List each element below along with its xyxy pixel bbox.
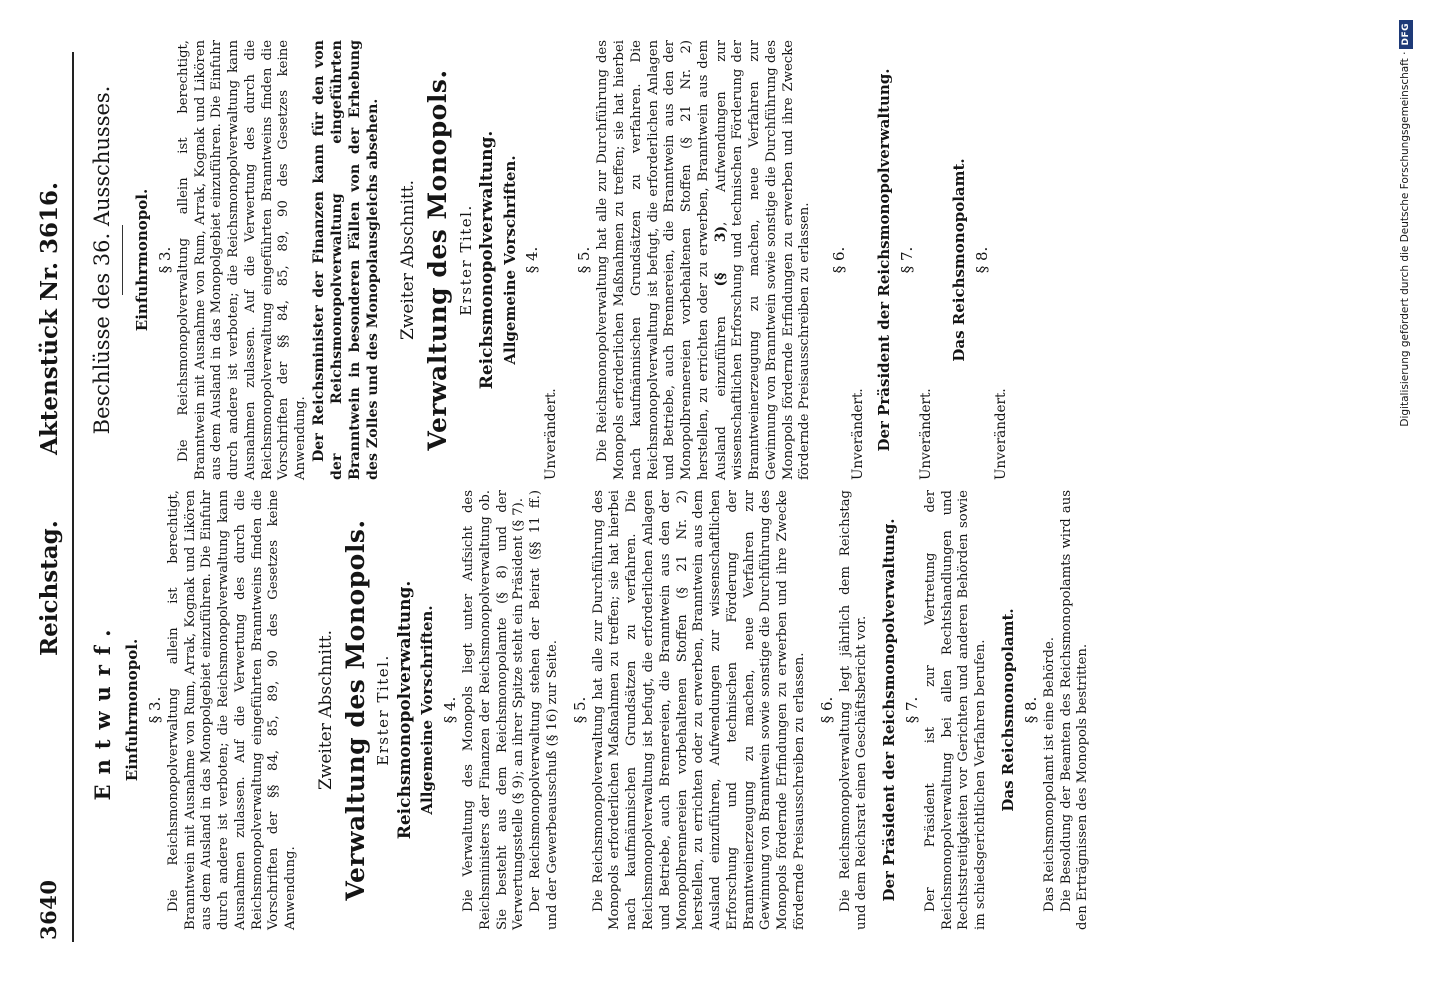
president-heading: Der Präsident der Reichsmonopolverwaltung. (880, 518, 899, 902)
paragraph-6-text: Die Reichsmonopolverwaltung legt jährlich dem Reichstag und dem Reichsrat einen Geschäftsbericht vor. (837, 490, 870, 930)
paragraph-sign-8: § 8. (972, 246, 991, 274)
paragraph-sign-3: § 3. (155, 246, 174, 274)
page-header (28, 0, 68, 1000)
document-number: Aktenstück Nr. 3616. (36, 181, 63, 455)
section-heading: Zweiter Abschnitt. (315, 629, 336, 791)
paragraph-8-text: Das Reichsmonopolamt ist eine Behörde. (1041, 637, 1057, 912)
paragraph-3-amendment: Der Reichsminister der Finanzen kann für den von der Reichsmonopolverwaltung eingeführten Branntwein in besonderen Fällen von der Erhebung des Zolles und des Monopolausgleichs absehen. (310, 40, 381, 480)
paragraph-sign-4: § 4. (441, 696, 460, 724)
paragraph-sign-4: § 4. (523, 246, 542, 274)
paragraph-4-text: Die Verwaltung des Monopols liegt unter Aufsicht des Reichsministers der Finanzen der Reichsmonopolverwaltung ob. Sie besteht aus dem Reichsmonopolamte (§ 8) und der Verwertungsstelle (§ 9); an ihrer Spitze steht ein Präsident (§ 7). (461, 490, 527, 930)
parliament-name: Reichstag. (36, 520, 63, 656)
column-title-draft: Entwurf. (90, 619, 115, 801)
heading-import-monopoly: Einfuhrmonopol. (133, 188, 151, 332)
paragraph-5-text: Die Reichsmonopolverwaltung hat alle zur Durchführung des Monopols erforderlichen Maßnahmen zu treffen; sie hat hierbei nach kaufmännischen Grundsätzen zu verfahren. Die Reichsmonopolverwaltung ist befugt, die erforderlichen Anlagen und Betriebe, auch Brennereien, die Branntwein aus den der Monopolbrennereien vorbehaltenen Stoffen (§ 21 Nr. 2) herstellen, zu errichten oder zu erwerben, Branntwein aus dem Ausland einzuführen, Aufwendungen zur wissenschaftlichen Erforschung und technischen Förderung der Branntweinerzeugung zu machen, neue Verfahren zur Gewinnung von Branntwein sowie sonstige die Durchführung des Monopols fördernde Erfindungen zu erwerben und ihre Zwecke fördernde Preisausschreiben zu erlassen. (590, 490, 807, 930)
title-rule (122, 225, 123, 295)
paragraph-sign-6: § 6. (830, 246, 849, 274)
draft-column (78, 490, 1398, 930)
paragraph-3-text: Die Reichsmonopolverwaltung allein ist berechtigt, Branntwein mit Ausnahme von Rum, Arrak, Kognak und Likören aus dem Ausland in das Monopolgebiet einzuführen. Die Einfuhr durch andere ist verboten; die Reichsmonopolverwaltung kann Ausnahmen zulassen. Auf die Verwertung des durch die Reichsmonopolverwaltung eingeführten Branntweins finden die Vorschriften der §§ 84, 85, 89, 90 des Gesetzes keine Anwendung. (165, 490, 299, 930)
paragraph-6-unchanged: Unverändert. (850, 388, 867, 480)
paragraph-5-reference: (§ 3) (712, 225, 729, 287)
paragraph-8-unchanged: Unverändert. (992, 388, 1009, 480)
digitization-text: Digitalisierung gefördert durch die Deutsche Forschungsgemeinschaft · (1399, 51, 1411, 427)
section-main-heading: Verwaltung des Monopols. (341, 519, 371, 901)
header-rule (72, 52, 74, 942)
paragraph-sign-6: § 6. (817, 696, 836, 724)
monopoly-office-heading: Das Reichsmonopolamt. (949, 158, 968, 362)
committee-column (78, 40, 1398, 480)
paragraph-4-text-2: Der Reichsmonopolverwaltung stehen der Beirat (§§ 11 ff.) und der Gewerbeausschuß (§ 16) zur Seite. (528, 490, 560, 930)
paragraph-sign-7: § 7. (902, 696, 921, 724)
page-number: 3640 (36, 879, 61, 940)
paragraph-4-unchanged: Unverändert. (543, 388, 560, 480)
general-rules-heading: Allgemeine Vorschriften. (418, 605, 437, 815)
paragraph-sign-8: § 8. (1021, 696, 1040, 724)
paragraph-sign-7: § 7. (897, 246, 916, 274)
paragraph-sign-5: § 5. (575, 246, 594, 274)
paragraph-7-text: Der Präsident ist zur Vertretung der Reichsmonopolverwaltung bei allen Rechtshandlungen und Rechtsstreitigkeiten vor Gerichten und anderen Behörden sowie im schiedsgerichtlichen Verfahren berufen. (922, 490, 989, 930)
title-heading: Erster Titel. (456, 204, 475, 316)
heading-import-monopoly: Einfuhrmonopol. (123, 638, 141, 782)
paragraph-5-text-b: , Aufwendungen zur wissenschaftlichen Erforschung und technischen Förderung der Branntweinerzeugung zu machen, neue Verfahren zur Gewinnung von Branntwein sowie sonstige die Durchführung des Monopols fördernde Erfindungen zu erwerben und ihre Zwecke fördernde Preisausschreiben zu erlassen. (713, 40, 813, 480)
title-heading: Erster Titel. (374, 654, 393, 766)
column-title-committee: Beschlüsse des 36. Ausschusses. (90, 85, 114, 435)
monopoly-office-heading: Das Reichsmonopolamt. (999, 608, 1018, 812)
dfg-logo: DFG (1399, 20, 1413, 49)
paragraph-8-text-2: Die Besoldung der Beamten des Reichsmonopolamts wird aus den Erträgnissen des Monopols bestritten. (1058, 490, 1091, 930)
paragraph-sign-5: § 5. (570, 696, 589, 724)
paragraph-5-text (595, 40, 814, 480)
general-rules-heading: Allgemeine Vorschriften. (500, 155, 519, 365)
paragraph-3-text: Die Reichsmonopolverwaltung allein ist berechtigt, Branntwein mit Ausnahme von Rum, Arrak, Kognak und Likören aus dem Ausland in das Monopolgebiet einzuführen. Die Einfuhr durch andere ist verboten; die Reichsmonopolverwaltung kann Ausnahmen zulassen. Auf die Verwertung des durch die Reichsmonopolverwaltung eingeführten Branntweins finden die Vorschriften der §§ 84, 85, 89, 90 des Gesetzes keine Anwendung. (175, 40, 309, 480)
title-name-heading: Reichsmonopolverwaltung. (395, 580, 416, 840)
paragraph-7-unchanged: Unverändert. (917, 388, 934, 480)
title-name-heading: Reichsmonopolverwaltung. (477, 130, 498, 390)
section-main-heading: Verwaltung des Monopols. (423, 69, 453, 451)
paragraph-5-text-a: Die Reichsmonopolverwaltung hat alle zur Durchführung des Monopols erforderlichen Maßnahmen zu treffen; sie hat hierbei nach kaufmännischen Grundsätzen zu verfahren. Die Reichsmonopolverwaltung ist befugt, die erforderlichen Anlagen und Betriebe, auch Brennereien, die Branntwein aus den der Monopolbrennereien vorbehaltenen Stoffen (§ 21 Nr. 2) herstellen, zu errichten oder zu erwerben, Branntwein aus dem Ausland einzuführen (595, 40, 729, 480)
section-heading: Zweiter Abschnitt. (398, 179, 418, 341)
president-heading: Der Präsident der Reichsmonopolverwaltung. (875, 68, 894, 452)
digitization-notice (1398, 20, 1413, 980)
paragraph-sign-3: § 3. (145, 696, 164, 724)
